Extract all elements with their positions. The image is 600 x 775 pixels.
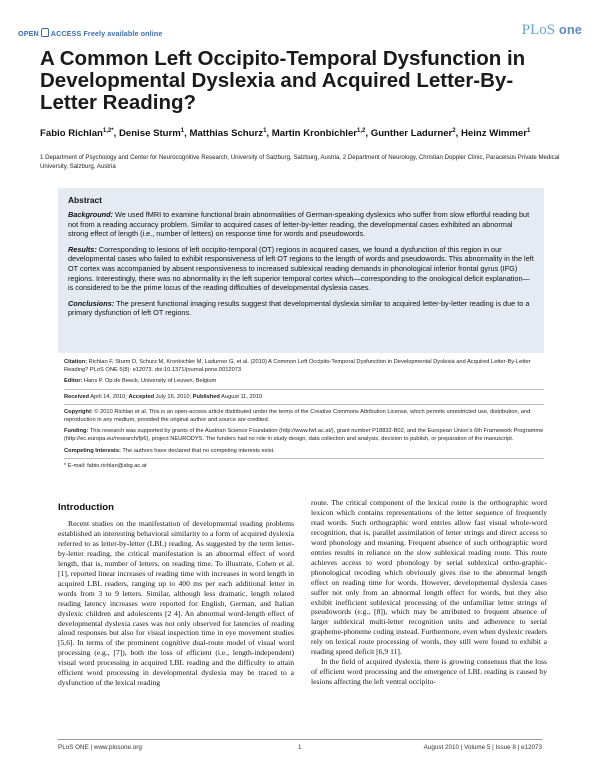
footer-issue: August 2010 | Volume 5 | Issue 8 | e12073 [423, 744, 542, 751]
introduction-heading: Introduction [58, 502, 114, 513]
author-list: Fabio Richlan$^{1,2*}$, Denise Sturm$^1$, Matthias Schurz$^1$, Martin Kronbichler$^{1,2}$, Gunther Ladurner$^2$, Heinz Wimmer$^1$ [40, 128, 531, 140]
author-name: Matthias Schurz [189, 128, 264, 140]
abstract-box [58, 188, 544, 353]
journal-header [18, 22, 582, 44]
article-metadata [64, 358, 544, 473]
author-name: Heinz Wimmer [460, 128, 528, 140]
author-affiliation-mark: 2 [452, 128, 456, 134]
author-name: Fabio Richlan [40, 128, 103, 140]
author-name: Martin Kronbichler [271, 128, 358, 140]
body-column-right [311, 498, 547, 687]
footer-rule [58, 739, 542, 740]
affiliations: 1 Department of Psychology and Center for Neurocognitive Research, University of Salzburg, Salzburg, Austria, 2 Department of Neurology, Christian Doppler Clinic, Paracelsus Private Medical University, Salzburg, Austria [40, 154, 560, 170]
open-lock-icon [41, 28, 49, 37]
funding: Funding: This research was supported by grants of the Austrian Science Foundation (http://www.fwf.ac.at/), grant number P18832-B02, and the European Union's 6th Framework Programme (http://ec.europa.eu/research/fp6), project NEURODYS. The funders had no role in study design, data collection and analysis, decision to publish, or preparation of the manuscript. [64, 428, 544, 443]
article-title: A Common Left Occipito-Temporal Dysfunction in Developmental Dyslexia and Acquired Letter-By-Letter Reading? [40, 47, 526, 114]
author-affiliation-mark: 1,2* [102, 128, 114, 134]
footer-journal: PLoS ONE | www.plosone.org [58, 744, 142, 751]
dates: Received April 14, 2010; Accepted July 16, 2010; Published August 11, 2010 [64, 393, 263, 400]
competing-interests: Competing Interests: The authors have declared that no competing interests exist. [64, 447, 275, 454]
author-affiliation-mark: 1 [527, 128, 531, 134]
divider [64, 389, 544, 390]
citation: Citation: Richlan F, Sturm D, Schurz M, Kronbichler M, Ladurner G, et al. (2010) A Common Left Occipito-Temporal Dysfunction in Developmental Dyslexia and Acquired Letter-By-Letter Reading? PLoS ONE 5(8): e12073. doi:10.1371/journal.pone.0012073 [64, 359, 531, 374]
divider [64, 404, 544, 405]
paragraph: In the field of acquired dyslexia, there is growing consensus that the loss of efficient word processing and the emergence of LBL reading is caused by lesions affecting the left ventral occipito- [311, 657, 547, 687]
copyright: Copyright: © 2010 Richlan et al. This is an open-access article distributed under the terms of the Creative Commons Attribution License, which permits unrestricted use, distribution, and reproduction in any medium, provided the original author and source are credited. [64, 408, 531, 424]
author-name: Gunther Ladurner [370, 128, 453, 140]
editor: Editor: Hans P. Op de Beeck, University of Leuven, Belgium [64, 378, 217, 385]
author-affiliation-mark: 1 [263, 128, 267, 134]
divider [64, 458, 544, 459]
open-access-label: OPEN ACCESS Freely available online [18, 29, 163, 38]
body-column-left [58, 519, 294, 688]
abstract-heading: Abstract [68, 195, 102, 205]
page-number: 1 [298, 744, 302, 751]
abstract-background: Background: We used fMRI to examine functional brain abnormalities of German-speaking dyslexics who suffer from slow effortful reading but not from a reading accuracy problem. Similar to acquired cases of letter-by-letter reading, the developmental cases exhibited an abnormal strong effect of length (i.e., number of letters) on response time for words and pseudowords. [68, 210, 530, 239]
author-name: Denise Sturm [118, 128, 181, 140]
paragraph: Recent studies on the manifestation of developmental reading problems established an interesting behavioral similarity to a form of acquired dyslexia referred to as letter-by-letter (LBL) reading. As suggested by the term letter-by-letter reading, the critical manifestation is an abnormal effect of word length, that is, number of letters, on reading time. To illustrate, Cohen et al. [1], reported linear increases of reading time with increases in word length in acquired LBL readers, ranging up to 400 ms per each additional letter in words from 3 to 9 letters. Similar, although less dramatic, length related reading latency increases were reported for English, German, and Italian dyslexic children and adolescents [2 4]. An abnormal word-length effect of developmental dyslexia cases was not only observed for latencies of reading aloud responses but also for visual inspection time in eye movement studies [5,6]. In terms of the prominent cognitive dual-route model of visual word processing (e.g., [7]), both the loss of efficient (i.e., length-independent) visual word processing in acquired LBL reading and the difficulty to attain efficient word processing in developmental dyslexia may be traced to a dysfunction of the lexical reading [58, 519, 294, 688]
paragraph: route. The critical component of the lexical route is the orthographic word lexicon which contains representations of the letter sequence of frequently read words. Such orthographic word entries allow fast visual whole-word recognition, that is, parallel assimilation of letter strings and direct access to word phonology and meaning. Frequent absence of such orthographic word entries results in reliance on the slow sublexical reading route. This route achieves access to word phonology by serial sublexical ortho-graphic-phonological recoding which obviously gives rise to the abnormal length effect on reading time for words. However, developmental dyslexia cases suffer not only from an abnormal length effect for words, but they also exhibit inefficient sublexical processing of the unfamiliar letter strings of pseudowords (e.g., [8]), which may be attributed to frequent absence of larger sublexical multi-letter recognition units and adherence to serial grapheme-phoneme coding instead. Furthermore, even when dyslexic readers rely on lexical route processing of words, they still were found to exhibit a reading speed deficit [6,9 11]. [311, 498, 547, 657]
abstract-results: Results: Corresponding to lesions of left occipito-temporal (OT) regions in acquired cases, we found a dysfunction of this region in our developmental cases who failed to exhibit responsiveness of left OT regions to the length of words and pseudowords. This abnormality in the left OT cortex was accompanied by absent responsiveness to increased sublexical reading demands in phonological inferior frontal gyrus (IFG) regions. Interestingly, there was no abnormality in the left superior temporal cortex which—corresponding to the onological deficit explanation—is considered to be the prime locus of the reading difficulties of developmental dyslexia cases. [68, 244, 534, 293]
plos-one-logo: PLoS one [521, 22, 582, 38]
author-affiliation-mark: 1,2 [357, 128, 366, 134]
author-affiliation-mark: 1 [180, 128, 185, 134]
abstract-conclusions: Conclusions: The present functional imaging results suggest that developmental dyslexia similar to acquired letter-by-letter reading is due to a primary dysfunction of left OT regions. [68, 298, 530, 318]
email: * E-mail: fabio.richlan@sbg.ac.at [64, 462, 147, 469]
